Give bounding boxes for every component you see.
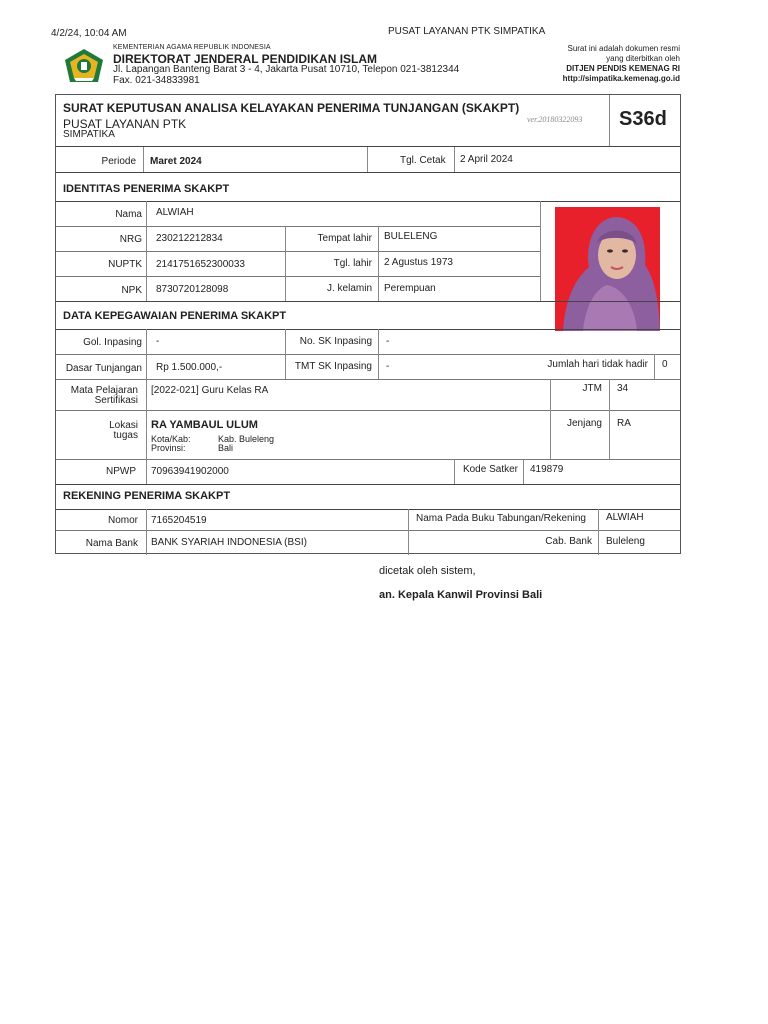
document-subtitle-1: PUSAT LAYANAN PTK: [63, 117, 187, 131]
npwp-value: 70963941902000: [151, 466, 229, 477]
directorate-name: DIREKTORAT JENDERAL PENDIDIKAN ISLAM: [113, 52, 378, 66]
print-date-value: 2 April 2024: [460, 154, 513, 165]
tempat-lahir-value: BULELENG: [384, 231, 438, 242]
lokasi-label-line1: Lokasi: [109, 420, 138, 431]
dasar-tunjangan-value: Rp 1.500.000,-: [156, 362, 223, 373]
gol-inpasing-value: -: [156, 336, 160, 347]
tmt-sk-inpasing-label: TMT SK Inpasing: [294, 361, 372, 372]
bank-section-title: REKENING PENERIMA SKAKPT: [63, 490, 231, 502]
official-note-line1: Surat ini adalah dokumen resmi: [567, 44, 680, 53]
lokasi-label-line2: tugas: [113, 430, 138, 441]
mapel-value: [2022-021] Guru Kelas RA: [151, 385, 269, 396]
jtm-label: JTM: [582, 383, 602, 394]
nrg-value: 230212212834: [156, 233, 223, 244]
absence-days-value: 0: [662, 359, 668, 370]
nama-value: ALWIAH: [156, 207, 194, 218]
kelamin-value: Perempuan: [384, 283, 436, 294]
print-date-label: Tgl. Cetak: [400, 155, 446, 166]
print-datetime: 4/2/24, 10:04 AM: [51, 28, 127, 39]
directorate-address: Jl. Lapangan Banteng Barat 3 - 4, Jakarta Pusat 10710, Telepon 021-3812344: [113, 64, 460, 75]
bank-branch-value: Buleleng: [606, 536, 645, 547]
provinsi-value: Bali: [218, 443, 234, 453]
document-title: SURAT KEPUTUSAN ANALISA KELAYAKAN PENERIMA TUNJANGAN (SKAKPT): [63, 101, 520, 115]
directorate-fax: Fax. 021-34833981: [113, 75, 200, 86]
mapel-label-line2: Sertifikasi: [94, 395, 138, 406]
bank-branch-label: Cab. Bank: [545, 536, 592, 547]
official-note: [563, 44, 680, 84]
no-sk-inpasing-label: No. SK Inpasing: [299, 336, 372, 347]
employment-section-title: DATA KEPEGAWAIAN PENERIMA SKAKPT: [63, 310, 287, 322]
gol-inpasing-label: Gol. Inpasing: [83, 337, 142, 348]
mapel-label-line1: Mata Pelajaran: [70, 385, 138, 396]
npk-label: NPK: [121, 285, 142, 296]
period-value: Maret 2024: [150, 156, 202, 167]
bank-name-value: BANK SYARIAH INDONESIA (BSI): [151, 537, 307, 548]
nuptk-value: 2141751652300033: [156, 259, 245, 270]
provinsi-label: Provinsi:: [151, 443, 186, 453]
printed-by-system: dicetak oleh sistem,: [379, 565, 476, 577]
jenjang-label: Jenjang: [566, 418, 602, 429]
skakpt-form: [55, 94, 681, 554]
period-label: Periode: [101, 156, 136, 167]
jtm-value: 34: [617, 383, 629, 394]
tgl-lahir-value: 2 Agustus 1973: [384, 257, 453, 268]
npwp-label: NPWP: [106, 466, 136, 477]
nuptk-label: NUPTK: [108, 259, 142, 270]
jenjang-value: RA: [617, 418, 631, 429]
recipient-photo: [555, 207, 660, 331]
lokasi-value: RA YAMBAUL ULUM: [151, 419, 258, 431]
lokasi-tugas-label: [58, 421, 138, 441]
ministry-logo: [64, 48, 104, 84]
nama-label: Nama: [115, 209, 142, 220]
identity-section-title: IDENTITAS PENERIMA SKAKPT: [63, 183, 230, 195]
tmt-sk-inpasing-value: -: [386, 361, 390, 372]
tempat-lahir-label: Tempat lahir: [317, 233, 372, 244]
kota-label: Kota/Kab:: [151, 434, 191, 444]
kelamin-label: J. kelamin: [326, 283, 372, 294]
no-sk-inpasing-value: -: [386, 336, 390, 347]
recipient-photo-image: [555, 207, 660, 331]
issuer-name: DITJEN PENDIS KEMENAG RI: [566, 64, 680, 73]
mapel-label: [58, 386, 138, 406]
ministry-name: KEMENTERIAN AGAMA REPUBLIK INDONESIA: [113, 44, 271, 51]
nrg-label: NRG: [119, 234, 142, 245]
document-subtitle-2: SIMPATIKA: [63, 129, 115, 140]
document-code: S36d: [619, 108, 667, 130]
issuer-website[interactable]: http://simpatika.kemenag.go.id: [562, 74, 680, 83]
kota-value: Kab. Buleleng: [218, 434, 275, 444]
kode-satker-value: 419879: [530, 464, 564, 475]
tgl-lahir-label: Tgl. lahir: [333, 258, 372, 269]
bank-name-label: Nama Bank: [85, 538, 138, 549]
account-number-value: 7165204519: [151, 515, 207, 526]
kode-satker-label: Kode Satker: [462, 464, 518, 475]
account-holder-value: ALWIAH: [606, 512, 644, 523]
print-site-title: PUSAT LAYANAN PTK SIMPATIKA: [388, 26, 546, 37]
absence-days-label: Jumlah hari tidak hadir: [547, 359, 648, 370]
document-version: ver.20180322093: [527, 115, 583, 124]
account-number-label: Nomor: [107, 515, 138, 526]
official-note-line2: yang diterbitkan oleh: [606, 54, 680, 63]
dasar-tunjangan-label: Dasar Tunjangan: [65, 363, 142, 374]
account-holder-label: Nama Pada Buku Tabungan/Rekening: [416, 513, 586, 524]
signatory: an. Kepala Kanwil Provinsi Bali: [379, 589, 543, 601]
npk-value: 8730720128098: [156, 284, 229, 295]
